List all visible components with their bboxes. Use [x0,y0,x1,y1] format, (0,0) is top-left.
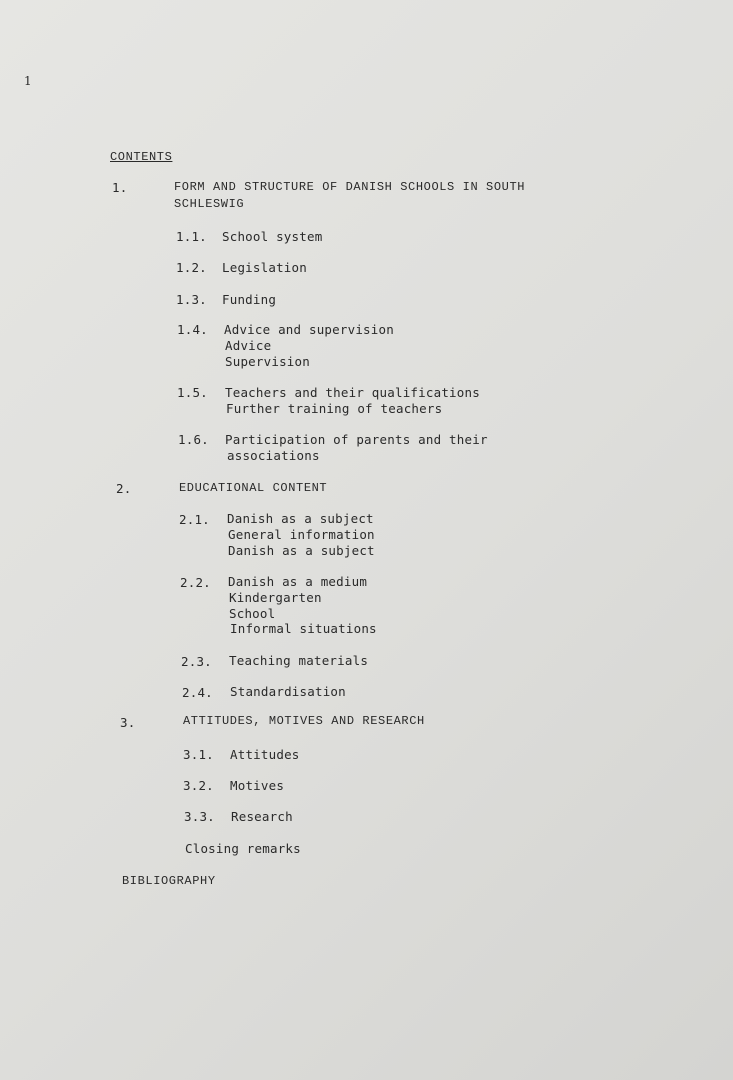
item-3-3-number: 3.3. [184,809,215,824]
item-1-5-label: Teachers and their qualifications [225,385,480,400]
item-3-2-label: Motives [230,778,285,793]
section-1-title-cont: SCHLESWIG [174,197,245,211]
item-1-6-label: Participation of parents and their [225,432,488,447]
item-2-1-label: Danish as a subject [227,511,374,526]
item-1-4-label: Advice and supervision [224,322,394,337]
item-1-3-number: 1.3. [176,292,207,307]
item-2-2-label: Danish as a medium [228,574,368,589]
item-3-3-label: Research [231,809,293,824]
item-2-1-sub-2: Danish as a subject [228,543,375,558]
section-3-title: ATTITUDES, MOTIVES AND RESEARCH [183,714,425,728]
item-1-1-label: School system [222,229,323,244]
item-2-2-sub-1: Kindergarten [229,590,322,605]
section-1-title: FORM AND STRUCTURE OF DANISH SCHOOLS IN SOUTH [174,180,526,194]
section-2-number: 2. [116,481,132,496]
item-2-2-number: 2.2. [180,575,211,590]
item-1-4-sub-1: Advice [225,338,272,353]
contents-heading: CONTENTS [110,150,173,164]
item-3-1-label: Attitudes [230,747,300,762]
item-2-1-number: 2.1. [179,512,210,527]
item-2-4-number: 2.4. [182,685,213,700]
section-3-number: 3. [120,715,136,730]
item-2-1-sub-1: General information [228,527,375,542]
item-1-5-number: 1.5. [177,385,208,400]
item-1-6-label-cont: associations [227,448,320,463]
item-2-2-sub-2: School [229,606,276,621]
item-2-3-label: Teaching materials [229,653,369,668]
item-1-4-sub-2: Supervision [225,354,310,369]
bibliography: BIBLIOGRAPHY [122,874,216,888]
item-2-2-sub-3: Informal situations [230,621,377,636]
item-2-3-number: 2.3. [181,654,212,669]
item-1-3-label: Funding [222,292,277,307]
item-1-6-number: 1.6. [178,432,209,447]
page-number: 1 [24,74,32,88]
item-1-2-number: 1.2. [176,260,207,275]
section-1-number: 1. [112,180,128,195]
item-1-5-sub-1: Further training of teachers [226,401,443,416]
item-1-1-number: 1.1. [176,229,207,244]
item-1-4-number: 1.4. [177,322,208,337]
closing-remarks: Closing remarks [185,841,301,856]
item-3-2-number: 3.2. [183,778,214,793]
section-2-title: EDUCATIONAL CONTENT [179,481,328,495]
item-3-1-number: 3.1. [183,747,214,762]
item-1-2-label: Legislation [222,260,307,275]
item-2-4-label: Standardisation [230,684,346,699]
